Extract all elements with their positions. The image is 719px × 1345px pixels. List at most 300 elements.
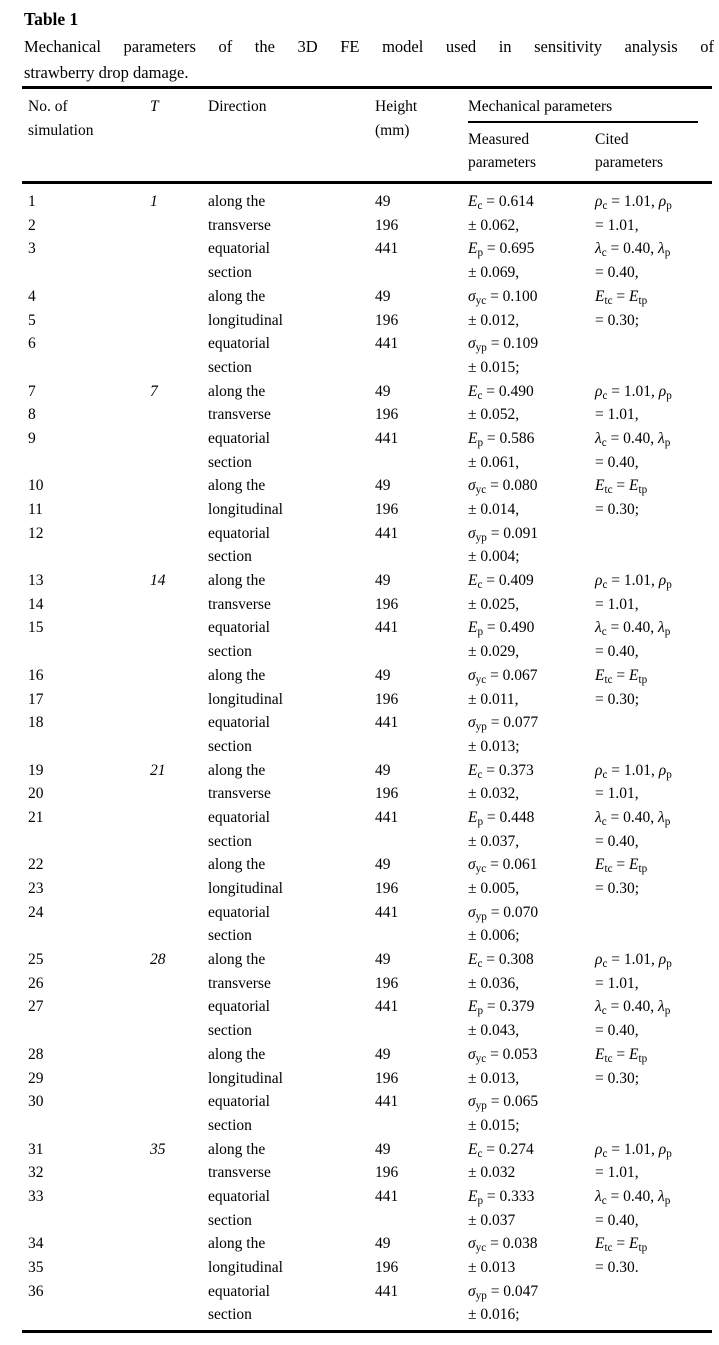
- cell-t-value-line: [150, 924, 208, 948]
- cell-cited-parameters-line: [595, 1303, 712, 1327]
- cell-measured-parameters-line: ± 0.037: [468, 1211, 516, 1229]
- cell-direction-line: equatorial: [208, 240, 270, 258]
- cell-simulation-number-line: [28, 1114, 150, 1138]
- cell-height-line: 441: [375, 1282, 399, 1300]
- cell-height-line: [375, 830, 468, 854]
- cell-simulation-number-line: [28, 640, 150, 664]
- cell-cited-parameters-line: = 0.30;: [595, 311, 640, 329]
- cell-t-value-line: [150, 688, 208, 712]
- cell-simulation-number-line: 32: [28, 1164, 44, 1182]
- cell-height-line: 196: [375, 1164, 399, 1182]
- cell-height-line: 49: [375, 572, 391, 590]
- cell-direction: [208, 190, 375, 380]
- cell-simulation-number-line: 29: [28, 1069, 44, 1087]
- cell-direction: [208, 1138, 375, 1328]
- cell-direction-line: along the: [208, 477, 266, 495]
- header-text: simulation: [28, 121, 94, 139]
- cell-height-line: 49: [375, 382, 391, 400]
- cell-direction-line: along the: [208, 951, 266, 969]
- cell-cited-parameters: [595, 948, 712, 1138]
- cell-simulation-number-line: 22: [28, 856, 44, 874]
- cell-height-line: 196: [375, 406, 399, 424]
- cell-direction-line: transverse: [208, 974, 271, 992]
- table-block: [28, 759, 712, 949]
- cell-t-value-line: [150, 735, 208, 759]
- cell-height-line: 196: [375, 311, 399, 329]
- cell-direction-line: equatorial: [208, 429, 270, 447]
- cell-simulation-number-line: 25: [28, 951, 44, 969]
- cell-measured-parameters-line: ± 0.043,: [468, 1022, 520, 1040]
- cell-t-value-line: [150, 664, 208, 688]
- cell-t-value: [150, 190, 208, 380]
- cell-simulation-number-line: 5: [28, 311, 36, 329]
- cell-cited-parameters-line: = 0.40,: [595, 1022, 639, 1040]
- cell-direction-line: along the: [208, 382, 266, 400]
- cell-t-value-line: [150, 853, 208, 877]
- cell-direction: [208, 569, 375, 759]
- cell-t-value-line: [150, 309, 208, 333]
- cell-measured-parameters: [468, 1138, 595, 1328]
- cell-cited-parameters-line: $\rho_c = 1.01$, $\rho_p$: [595, 761, 672, 781]
- cell-t-value: [150, 948, 208, 1138]
- cell-direction-line: section: [208, 264, 252, 282]
- cell-cited-parameters-line: = 1.01,: [595, 406, 639, 424]
- cell-cited-parameters-line: [595, 1280, 712, 1304]
- cell-t-value-line: [150, 427, 208, 451]
- cell-measured-parameters-line: ± 0.015;: [468, 1116, 520, 1134]
- cell-height-line: [375, 261, 468, 285]
- cell-simulation-number: [28, 380, 150, 570]
- cell-t-value-line: [150, 261, 208, 285]
- cell-direction-line: transverse: [208, 216, 271, 234]
- cell-t-value-line: [150, 806, 208, 830]
- cell-height-line: [375, 924, 468, 948]
- cell-height-line: [375, 545, 468, 569]
- cell-height-line: 196: [375, 785, 399, 803]
- cell-cited-parameters-line: = 1.01,: [595, 974, 639, 992]
- cell-cited-parameters-line: $\lambda_c = 0.40$, $\lambda_p$: [595, 808, 671, 828]
- cell-height: [375, 190, 468, 380]
- cell-measured-parameters-line: $\sigma_{yp} = 0.047$: [468, 1282, 539, 1302]
- cell-direction-line: equatorial: [208, 808, 270, 826]
- header-text: Cited: [595, 130, 629, 148]
- header-mechanical-parameters: Mechanical parameters: [468, 98, 613, 115]
- cell-cited-parameters-line: = 0.40,: [595, 453, 639, 471]
- cell-direction-line: along the: [208, 287, 266, 305]
- cell-measured-parameters-line: $E_c = 0.373$: [468, 761, 534, 781]
- cell-simulation-number-line: 20: [28, 785, 44, 803]
- cell-direction-line: equatorial: [208, 998, 270, 1016]
- cell-measured-parameters-line: $E_c = 0.614$: [468, 193, 534, 212]
- cell-simulation-number-line: 19: [28, 761, 44, 779]
- cell-measured-parameters: [468, 380, 595, 570]
- cell-cited-parameters-line: $\rho_c = 1.01$, $\rho_p$: [595, 382, 672, 402]
- cell-simulation-number-line: 11: [28, 501, 43, 518]
- cell-cited-parameters-line: $\rho_c = 1.01$, $\rho_p$: [595, 1140, 672, 1160]
- cell-direction-line: transverse: [208, 785, 271, 803]
- cell-direction-line: section: [208, 927, 252, 945]
- cell-direction-line: section: [208, 1022, 252, 1040]
- cell-simulation-number-line: 2: [28, 216, 36, 234]
- cell-direction-line: transverse: [208, 595, 271, 613]
- cell-simulation-number-line: [28, 735, 150, 759]
- cell-height-line: 49: [375, 666, 391, 684]
- cell-measured-parameters-line: $E_p = 0.490$: [468, 619, 535, 639]
- cell-direction-line: equatorial: [208, 1282, 270, 1300]
- cell-cited-parameters-line: $\lambda_c = 0.40$, $\lambda_p$: [595, 429, 671, 449]
- cell-t-value-line: [150, 640, 208, 664]
- cell-t-value-line: [150, 237, 208, 261]
- cell-t-value-line: [150, 545, 208, 569]
- cell-cited-parameters-line: [595, 545, 712, 569]
- cell-cited-parameters-line: $E_{tc} = E_{tp}$: [595, 856, 648, 876]
- header-height-mm: [375, 95, 468, 175]
- cell-t-value-line: [150, 1114, 208, 1138]
- cell-t-value-line: [150, 1232, 208, 1256]
- cell-cited-parameters-line: = 0.30;: [595, 690, 640, 708]
- cell-direction-line: along the: [208, 572, 266, 590]
- cell-direction-line: equatorial: [208, 1093, 270, 1111]
- cell-height-line: 441: [375, 524, 399, 542]
- cell-simulation-number-line: [28, 545, 150, 569]
- cell-simulation-number-line: 30: [28, 1093, 44, 1111]
- cell-measured-parameters-line: $E_p = 0.695$: [468, 240, 535, 260]
- cell-t-value-line: [150, 1090, 208, 1114]
- cell-cited-parameters-line: $E_{tc} = E_{tp}$: [595, 1235, 648, 1255]
- cell-simulation-number-line: 36: [28, 1282, 44, 1300]
- cell-cited-parameters-line: = 0.30;: [595, 880, 640, 897]
- cell-t-value-line: [150, 616, 208, 640]
- cell-measured-parameters-line: ± 0.006;: [468, 927, 520, 945]
- cell-height-line: 441: [375, 808, 399, 826]
- cell-cited-parameters-line: $\rho_c = 1.01$, $\rho_p$: [595, 572, 672, 591]
- cell-direction-line: equatorial: [208, 1187, 270, 1205]
- cell-height-line: [375, 1303, 468, 1327]
- cell-direction-line: equatorial: [208, 524, 270, 542]
- cell-simulation-number-line: 14: [28, 595, 44, 613]
- table-block: [28, 380, 712, 570]
- cell-height-line: 49: [375, 193, 391, 211]
- cell-measured-parameters-line: $\sigma_{yp} = 0.077$: [468, 714, 539, 733]
- cell-height-line: 441: [375, 240, 399, 258]
- cell-measured-parameters-line: $E_c = 0.274$: [468, 1140, 534, 1160]
- cell-direction-line: section: [208, 643, 252, 661]
- cell-cited-parameters-line: $\lambda_c = 0.40$, $\lambda_p$: [595, 240, 671, 260]
- cell-measured-parameters-line: ± 0.025,: [468, 595, 520, 613]
- cell-direction-line: section: [208, 737, 252, 755]
- cell-t-value-line: [150, 451, 208, 475]
- cell-height-line: 49: [375, 761, 391, 779]
- cell-t-value-line: [150, 356, 208, 380]
- cell-height: [375, 1138, 468, 1328]
- cell-direction-line: transverse: [208, 406, 271, 424]
- cell-height-line: 196: [375, 1069, 399, 1087]
- cell-measured-parameters-line: $E_c = 0.409$: [468, 572, 534, 591]
- cell-simulation-number: [28, 1138, 150, 1328]
- cell-simulation-number-line: [28, 1209, 150, 1233]
- cell-measured-parameters-line: $\sigma_{yc} = 0.100$: [468, 287, 538, 307]
- table-block: [28, 190, 712, 380]
- cell-t-value: [150, 569, 208, 759]
- cell-simulation-number-line: 23: [28, 880, 44, 897]
- cell-direction: [208, 759, 375, 949]
- cell-cited-parameters: [595, 1138, 712, 1328]
- cell-measured-parameters-line: $E_c = 0.308$: [468, 951, 534, 970]
- cell-cited-parameters-line: [595, 924, 712, 948]
- cell-t-value-line: 7: [150, 382, 158, 400]
- cell-direction-line: equatorial: [208, 903, 270, 921]
- cell-t-value-line: [150, 1067, 208, 1091]
- cell-height-line: 49: [375, 1045, 391, 1063]
- cell-direction-line: section: [208, 548, 252, 566]
- cell-measured-parameters-line: ± 0.004;: [468, 548, 520, 566]
- cell-cited-parameters-line: [595, 356, 712, 380]
- cell-measured-parameters-line: ± 0.011,: [468, 690, 519, 708]
- table-body: [22, 184, 712, 1333]
- cell-simulation-number-line: 33: [28, 1187, 44, 1205]
- table-title: Table 1: [24, 9, 79, 29]
- cell-height-line: 196: [375, 501, 399, 518]
- cell-measured-parameters-line: $\sigma_{yc} = 0.061$: [468, 856, 538, 876]
- cell-height-line: [375, 356, 468, 380]
- cell-height-line: [375, 640, 468, 664]
- cell-simulation-number-line: 13: [28, 572, 44, 590]
- cell-cited-parameters-line: = 0.30;: [595, 501, 640, 518]
- cell-t-value-line: [150, 1161, 208, 1185]
- cell-cited-parameters-line: = 0.40,: [595, 264, 639, 282]
- cell-direction-line: section: [208, 1211, 252, 1229]
- cell-height-line: 49: [375, 856, 391, 874]
- cell-cited-parameters-line: $\lambda_c = 0.40$, $\lambda_p$: [595, 619, 671, 639]
- cell-cited-parameters: [595, 190, 712, 380]
- cell-height-line: 49: [375, 287, 391, 305]
- cell-simulation-number-line: 16: [28, 666, 44, 684]
- cell-direction-line: longitudinal: [208, 501, 283, 518]
- cell-simulation-number-line: 18: [28, 714, 44, 732]
- cell-t-value: [150, 1138, 208, 1328]
- cell-t-value-line: [150, 1209, 208, 1233]
- cell-t-value-line: [150, 1019, 208, 1043]
- cell-height-line: 49: [375, 1235, 391, 1253]
- cell-simulation-number-line: 31: [28, 1140, 44, 1158]
- cell-simulation-number-line: 3: [28, 240, 36, 258]
- cell-simulation-number-line: [28, 1303, 150, 1327]
- cell-t-value-line: [150, 1185, 208, 1209]
- cell-simulation-number-line: 26: [28, 974, 44, 992]
- cell-direction-line: along the: [208, 761, 266, 779]
- cell-measured-parameters-line: ± 0.012,: [468, 311, 520, 329]
- cell-t-value-line: [150, 285, 208, 309]
- cell-simulation-number: [28, 759, 150, 949]
- cell-height-line: 441: [375, 335, 399, 353]
- header-spanner-rule: [468, 121, 698, 123]
- header-text: (mm): [375, 121, 410, 139]
- cell-direction-line: section: [208, 453, 252, 471]
- header-text: Measured: [468, 130, 530, 148]
- cell-t-value-line: [150, 877, 208, 901]
- caption-line-2: strawberry drop damage.: [24, 63, 189, 82]
- caption-line-1: Mechanical parameters of the 3D FE model used in sensitivity analysis of: [24, 37, 714, 56]
- cell-measured-parameters-line: $E_p = 0.586$: [468, 429, 535, 449]
- table-block: [28, 569, 712, 759]
- cell-height-line: 49: [375, 1140, 391, 1158]
- cell-simulation-number-line: [28, 1019, 150, 1043]
- cell-measured-parameters-line: ± 0.014,: [468, 501, 520, 518]
- cell-cited-parameters: [595, 380, 712, 570]
- cell-cited-parameters-line: [595, 1114, 712, 1138]
- cell-t-value-line: [150, 522, 208, 546]
- cell-height-line: [375, 1019, 468, 1043]
- cell-direction-line: along the: [208, 1235, 266, 1253]
- cell-simulation-number-line: 4: [28, 287, 36, 305]
- cell-cited-parameters-line: = 1.01,: [595, 595, 639, 613]
- table-header: [22, 86, 712, 184]
- cell-cited-parameters-line: $\lambda_c = 0.40$, $\lambda_p$: [595, 1187, 671, 1207]
- header-text: No. of: [28, 98, 68, 115]
- header-text: Height: [375, 98, 418, 115]
- cell-height-line: 441: [375, 1093, 399, 1111]
- cell-cited-parameters-line: $\lambda_c = 0.40$, $\lambda_p$: [595, 998, 671, 1018]
- header-t: [150, 95, 208, 175]
- cell-cited-parameters-line: = 0.30;: [595, 1069, 640, 1087]
- cell-simulation-number-line: 35: [28, 1259, 44, 1276]
- cell-cited-parameters-line: = 0.40,: [595, 643, 639, 661]
- cell-t-value-line: [150, 474, 208, 498]
- data-table: [22, 86, 712, 1333]
- cell-cited-parameters-line: $E_{tc} = E_{tp}$: [595, 666, 648, 686]
- cell-t-value-line: [150, 1280, 208, 1304]
- cell-height-line: 196: [375, 595, 399, 613]
- cell-measured-parameters-line: $E_c = 0.490$: [468, 382, 534, 402]
- cell-simulation-number-line: 8: [28, 406, 36, 424]
- cell-height-line: 441: [375, 1187, 399, 1205]
- cell-simulation-number-line: 24: [28, 903, 44, 921]
- cell-simulation-number-line: 15: [28, 619, 44, 637]
- cell-simulation-number-line: [28, 356, 150, 380]
- cell-cited-parameters: [595, 569, 712, 759]
- cell-t-value-line: [150, 1303, 208, 1327]
- cell-height-line: 196: [375, 690, 399, 708]
- table-block: [28, 948, 712, 1138]
- cell-cited-parameters-line: [595, 735, 712, 759]
- cell-height-line: [375, 1209, 468, 1233]
- cell-direction-line: along the: [208, 1140, 266, 1158]
- cell-simulation-number: [28, 190, 150, 380]
- cell-measured-parameters: [468, 759, 595, 949]
- cell-cited-parameters-line: = 1.01,: [595, 1164, 639, 1182]
- cell-height-line: [375, 1114, 468, 1138]
- cell-direction-line: longitudinal: [208, 1069, 283, 1087]
- header-subcolumns: [468, 128, 712, 175]
- cell-measured-parameters-line: ± 0.032,: [468, 785, 520, 803]
- cell-measured-parameters-line: $E_p = 0.448$: [468, 808, 535, 828]
- cell-t-value-line: [150, 1043, 208, 1067]
- cell-measured-parameters-line: $\sigma_{yp} = 0.070$: [468, 903, 539, 923]
- cell-measured-parameters-line: $\sigma_{yc} = 0.067$: [468, 666, 538, 686]
- cell-direction-line: along the: [208, 1045, 266, 1063]
- cell-height: [375, 380, 468, 570]
- cell-height: [375, 948, 468, 1138]
- cell-t-value-line: [150, 830, 208, 854]
- cell-direction-line: along the: [208, 193, 266, 211]
- cell-height-line: 196: [375, 974, 399, 992]
- cell-measured-parameters-line: ± 0.036,: [468, 974, 520, 992]
- cell-simulation-number-line: 17: [28, 690, 44, 708]
- cell-cited-parameters-line: $E_{tc} = E_{tp}$: [595, 477, 648, 497]
- cell-t-value-line: [150, 214, 208, 238]
- cell-measured-parameters-line: ± 0.016;: [468, 1306, 520, 1324]
- cell-simulation-number-line: 34: [28, 1235, 44, 1253]
- cell-t-value-line: 1: [150, 193, 158, 211]
- cell-measured-parameters: [468, 948, 595, 1138]
- cell-simulation-number-line: 12: [28, 524, 44, 542]
- cell-height-line: 196: [375, 880, 399, 897]
- cell-direction-line: equatorial: [208, 335, 270, 353]
- cell-cited-parameters-line: $E_{tc} = E_{tp}$: [595, 287, 648, 307]
- cell-t-value-line: [150, 593, 208, 617]
- cell-measured-parameters-line: ± 0.029,: [468, 643, 520, 661]
- cell-simulation-number-line: [28, 830, 150, 854]
- cell-t-value-line: [150, 711, 208, 735]
- cell-measured-parameters-line: ± 0.061,: [468, 453, 520, 471]
- cell-height-line: [375, 735, 468, 759]
- cell-height-line: 196: [375, 216, 399, 234]
- header-text: T: [150, 98, 159, 115]
- cell-cited-parameters-line: = 0.30.: [595, 1259, 639, 1276]
- cell-cited-parameters-line: $\rho_c = 1.01$, $\rho_p$: [595, 951, 672, 970]
- cell-t-value-line: 14: [150, 572, 166, 590]
- cell-direction-line: longitudinal: [208, 690, 283, 708]
- cell-measured-parameters-line: $\sigma_{yp} = 0.065$: [468, 1093, 539, 1112]
- cell-height: [375, 569, 468, 759]
- cell-t-value-line: [150, 782, 208, 806]
- cell-simulation-number-line: [28, 451, 150, 475]
- cell-direction-line: equatorial: [208, 714, 270, 732]
- cell-t-value-line: [150, 1256, 208, 1280]
- cell-direction-line: longitudinal: [208, 880, 283, 897]
- cell-measured-parameters: [468, 569, 595, 759]
- cell-t-value-line: [150, 332, 208, 356]
- cell-height-line: 49: [375, 477, 391, 495]
- cell-simulation-number-line: 10: [28, 477, 44, 495]
- header-text: parameters: [468, 154, 536, 172]
- cell-direction-line: section: [208, 1306, 252, 1324]
- header-text: Direction: [208, 98, 267, 115]
- cell-measured-parameters-line: $\sigma_{yp} = 0.109$: [468, 335, 539, 354]
- cell-height-line: [375, 451, 468, 475]
- header-text: parameters: [595, 154, 663, 172]
- cell-cited-parameters-line: = 1.01,: [595, 785, 639, 803]
- cell-cited-parameters-line: $E_{tc} = E_{tp}$: [595, 1045, 648, 1065]
- cell-direction-line: along the: [208, 666, 266, 684]
- cell-measured-parameters-line: $\sigma_{yc} = 0.080$: [468, 477, 538, 497]
- cell-simulation-number: [28, 948, 150, 1138]
- header-direction: [208, 95, 375, 175]
- cell-measured-parameters-line: ± 0.037,: [468, 832, 520, 850]
- cell-measured-parameters-line: ± 0.052,: [468, 406, 520, 424]
- cell-t-value-line: 21: [150, 761, 166, 779]
- cell-t-value-line: [150, 498, 208, 522]
- cell-height-line: 441: [375, 998, 399, 1016]
- cell-cited-parameters-line: [595, 711, 712, 735]
- cell-cited-parameters-line: [595, 522, 712, 546]
- cell-direction: [208, 948, 375, 1138]
- header-measured-parameters: [468, 128, 595, 175]
- header-cited-parameters: [595, 128, 712, 175]
- cell-simulation-number-line: 6: [28, 335, 36, 353]
- cell-measured-parameters-line: ± 0.013,: [468, 1069, 520, 1087]
- cell-simulation-number-line: 27: [28, 998, 44, 1016]
